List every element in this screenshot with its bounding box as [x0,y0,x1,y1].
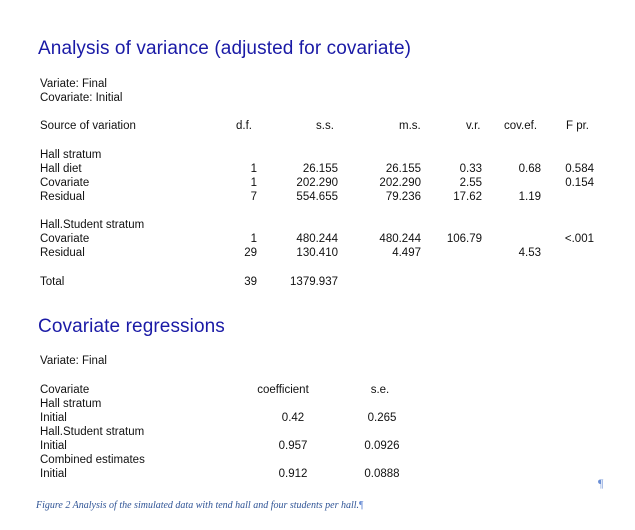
cell-ms: 480.244 [379,233,421,245]
cell-coefficient: 0.912 [278,468,308,480]
group-label: Hall.Student stratum [40,426,145,438]
cell-df: 1 [250,233,257,245]
cell-vr: 0.33 [459,163,482,175]
group-label: Combined estimates [40,454,145,466]
header-ms: m.s. [399,120,421,132]
cell-df: 1 [250,177,257,189]
cell-covef: 1.19 [518,191,541,203]
cell-ss: 202.290 [296,177,338,189]
cell-df: 1 [250,163,257,175]
row-name: Initial [40,468,67,480]
figure-caption [36,500,364,511]
row-name: Initial [40,440,67,452]
cell-ms: 202.290 [379,177,421,189]
cell-fpr: 0.584 [565,163,594,175]
header-fpr: F pr. [566,120,590,132]
cell-ss: 26.155 [302,163,338,175]
header-covef: cov.ef. [504,120,538,132]
cell-ss: 130.410 [296,247,338,259]
row-name: Initial [40,412,67,424]
header-coefficient: coefficient [257,384,309,396]
cell-coefficient: 0.42 [281,412,305,424]
paragraph-mark-icon: ¶ [359,500,364,511]
header-ss: s.s. [316,120,334,132]
cell-coefficient: 0.957 [278,440,308,452]
header-se: s.e. [370,384,390,396]
group-label: Hall stratum [40,398,102,410]
cell-ss: 1379.937 [290,276,338,288]
cell-fpr: <.001 [564,233,594,245]
anova-covariate-line: Covariate: Initial [40,92,123,104]
cell-ss: 480.244 [296,233,338,245]
header-df: d.f. [236,120,252,132]
row-source: Total [40,276,65,288]
regressions-variate-line: Variate: Final [40,355,107,367]
caption-text: Figure 2 Analysis of the simulated data with tend hall and four students per hall. [36,500,360,511]
header-vr: v.r. [466,120,481,132]
header-covariate: Covariate [40,384,90,396]
cell-ms: 26.155 [385,163,421,175]
cell-df: 29 [244,247,257,259]
cell-vr: 17.62 [453,191,482,203]
cell-se: 0.265 [367,412,397,424]
cell-fpr: 0.154 [565,177,594,189]
cell-se: 0.0888 [364,468,400,480]
row-source: Residual [40,191,85,203]
cell-ss: 554.655 [296,191,338,203]
cell-vr: 2.55 [459,177,482,189]
cell-df: 7 [250,191,257,203]
cell-covef: 4.53 [518,247,541,259]
row-source: Covariate [40,177,90,189]
cell-vr: 106.79 [446,233,482,245]
row-source: Hall diet [40,163,82,175]
anova-variate-line: Variate: Final [40,78,107,90]
row-source: Covariate [40,233,90,245]
row-source: Residual [40,247,85,259]
cell-df: 39 [244,276,257,288]
stratum-label: Hall stratum [40,149,102,161]
cell-se: 0.0926 [364,440,400,452]
header-source: Source of variation [40,120,136,132]
anova-title: Analysis of variance (adjusted for covariate) [38,38,412,59]
paragraph-mark-icon: ¶ [598,476,604,490]
stratum-label: Hall.Student stratum [40,219,145,231]
cell-ms: 79.236 [385,191,421,203]
cell-covef: 0.68 [518,163,541,175]
cell-ms: 4.497 [392,247,421,259]
regressions-title: Covariate regressions [38,316,225,337]
